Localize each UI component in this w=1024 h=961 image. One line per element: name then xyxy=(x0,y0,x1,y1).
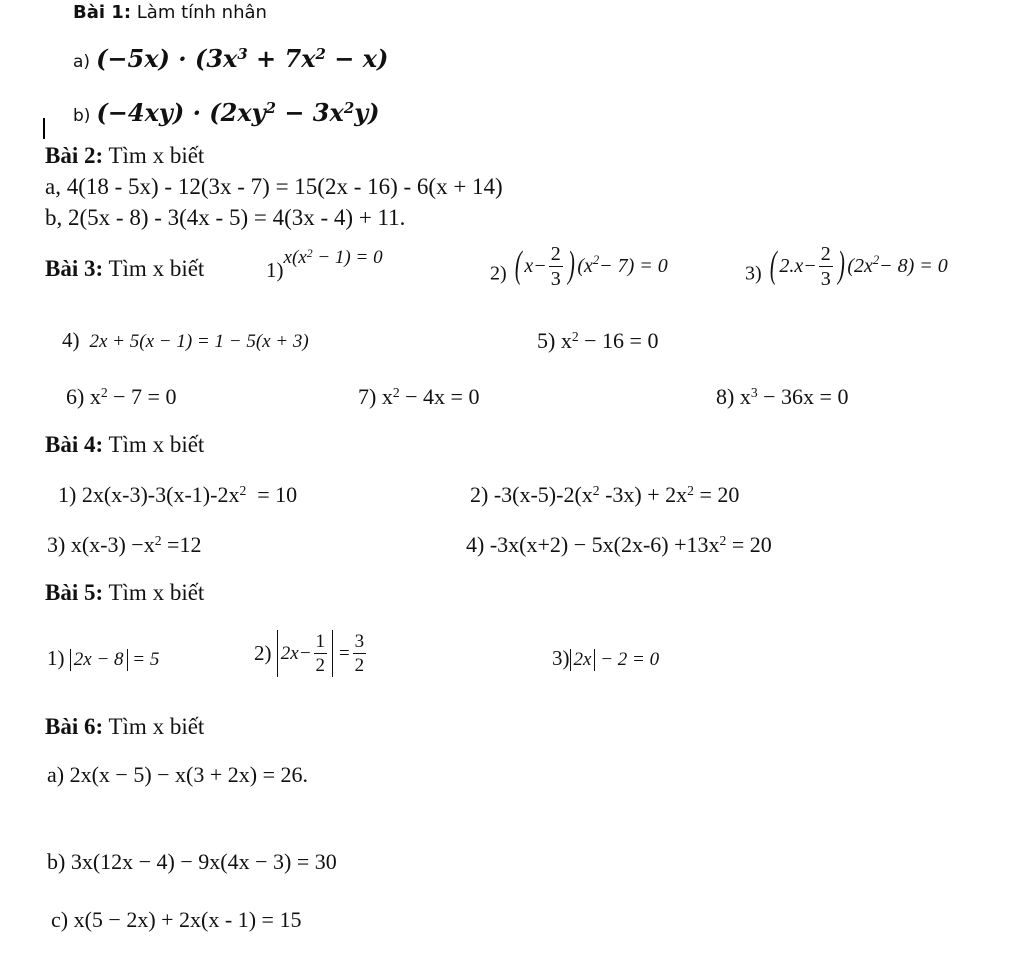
bai2-a: a, 4(18 - 5x) - 12(3x - 7) = 15(2x - 16) - 6(x + 14) xyxy=(45,174,503,199)
bai4-4-label: 4) xyxy=(466,532,485,557)
bai3-2-label: 2) xyxy=(490,262,507,285)
bai1-title: Làm tính nhân xyxy=(136,2,267,23)
bai4-item-2 xyxy=(470,482,739,508)
bai5-1-label: 1) xyxy=(47,646,65,670)
bai4-2-expr: $-3(x-5)-2(x^2$ $-3x) + 2x^2 = 20$ xyxy=(493,482,740,507)
bai3-item-1 xyxy=(266,244,383,282)
bai3-3-label: 3) xyxy=(745,262,762,285)
bai3-item-2 xyxy=(490,244,668,289)
bai5-2-label: 2) xyxy=(254,641,272,666)
bai3-heading: Bài 3: xyxy=(45,256,104,281)
bai2-heading: Bài 2: xyxy=(45,143,104,168)
bai6-title: Tìm x biết xyxy=(108,714,205,739)
bai4-1-expr: $2x(x-3)-3(x-1)-2x^2 = 10$ xyxy=(81,482,298,507)
bai3-7-expr: $x^2 - 4x = 0$ xyxy=(381,384,480,409)
bai3-2-expr: ( x − $\frac{2}{3}$ ) ( x $^2$ − 7) = 0 xyxy=(514,243,668,290)
bai3-6-label: 6) xyxy=(66,384,85,409)
bai6-c: c) x(5 − 2x) + 2x(x - 1) = 15 xyxy=(51,907,302,932)
bai3-item-5 xyxy=(537,328,658,354)
bai5-item-1 xyxy=(47,646,159,671)
bai3-3-expr: ( 2. x − $\frac{2}{3}$ ) (2 x $^2$ − 8) = 0 xyxy=(769,243,948,290)
bai5-title-line xyxy=(45,580,204,606)
bai3-title: Tìm x biết xyxy=(108,256,205,281)
bai4-item-4 xyxy=(466,532,772,558)
bai4-title-line xyxy=(45,432,204,458)
bai3-8-label: 8) xyxy=(716,384,735,409)
bai5-3-label: 3) xyxy=(552,646,570,670)
bai5-3-expr: 2x − 2 = 0 xyxy=(570,649,660,670)
bai6-heading: Bài 6: xyxy=(45,714,104,739)
bai5-item-2 xyxy=(254,630,368,677)
bai4-3-expr: $x(x-3) -x^2 =12$ xyxy=(70,532,202,557)
bai3-title-line xyxy=(45,256,204,282)
bai6-a: a) 2x(x − 5) − x(3 + 2x) = 26. xyxy=(47,762,309,787)
bai1-heading: Bài 1: xyxy=(73,2,132,23)
bai5-title: Tìm x biết xyxy=(108,580,205,605)
bai4-item-1 xyxy=(58,482,297,508)
bai3-item-6 xyxy=(66,384,176,410)
bai4-3-label: 3) xyxy=(47,532,66,557)
bai2-title: Tìm x biết xyxy=(108,143,205,168)
bai1-b-expr: $(-4xy) \cdot (2xy^2 - 3x^2y)$ xyxy=(96,98,380,127)
bai3-4-expr: 2x + 5(x − 1) = 1 − 5(x + 3) xyxy=(84,331,309,352)
bai3-5-expr: $x^2 - 16 = 0$ xyxy=(560,328,659,353)
bai3-8-expr: $x^3 - 36x = 0$ xyxy=(739,384,849,409)
bai4-2-label: 2) xyxy=(470,482,489,507)
bai3-item-4 xyxy=(62,328,309,353)
bai4-4-expr: $-3x(x+2) - 5x(2x-6) +13x^2 = 20$ xyxy=(489,532,772,557)
bai3-1-expr: $x(x^2 - 1) = 0$ xyxy=(283,246,383,268)
bai1-a-expr: $(-5x) \cdot (3x^3 + 7x^2 - x)$ xyxy=(96,44,389,73)
bai4-1-label: 1) xyxy=(58,482,77,507)
bai2-b: b, 2(5x - 8) - 3(4x - 5) = 4(3x - 4) + 11. xyxy=(45,205,406,230)
bai3-item-8 xyxy=(716,384,848,410)
bai3-4-label: 4) xyxy=(62,328,80,352)
bai3-6-expr: $x^2 - 7 = 0$ xyxy=(89,384,177,409)
bai2-title-line xyxy=(45,143,204,169)
text-cursor xyxy=(43,118,45,139)
bai3-1-label: 1) xyxy=(266,258,284,282)
bai1-item-b xyxy=(73,98,380,128)
bai1-title-line xyxy=(73,2,267,23)
bai4-heading: Bài 4: xyxy=(45,432,104,457)
bai6-title-line xyxy=(45,714,204,740)
bai3-item-3 xyxy=(745,244,948,289)
bai1-item-a xyxy=(73,44,388,74)
bai1-a-label: a) xyxy=(73,52,91,72)
bai5-2-expr: 2 x − $\frac{1}{2}$ = $\frac{3}{2}$ xyxy=(277,630,368,677)
bai1-b-label: b) xyxy=(73,106,91,126)
bai3-7-label: 7) xyxy=(358,384,377,409)
bai5-heading: Bài 5: xyxy=(45,580,104,605)
bai5-item-3 xyxy=(552,646,659,671)
bai3-item-7 xyxy=(358,384,479,410)
bai5-1-expr: 2x − 8 = 5 xyxy=(70,649,160,670)
bai4-item-3 xyxy=(47,532,201,558)
bai3-5-label: 5) xyxy=(537,328,556,353)
bai6-b: b) 3x(12x − 4) − 9x(4x − 3) = 30 xyxy=(47,849,337,874)
bai4-title: Tìm x biết xyxy=(108,432,205,457)
